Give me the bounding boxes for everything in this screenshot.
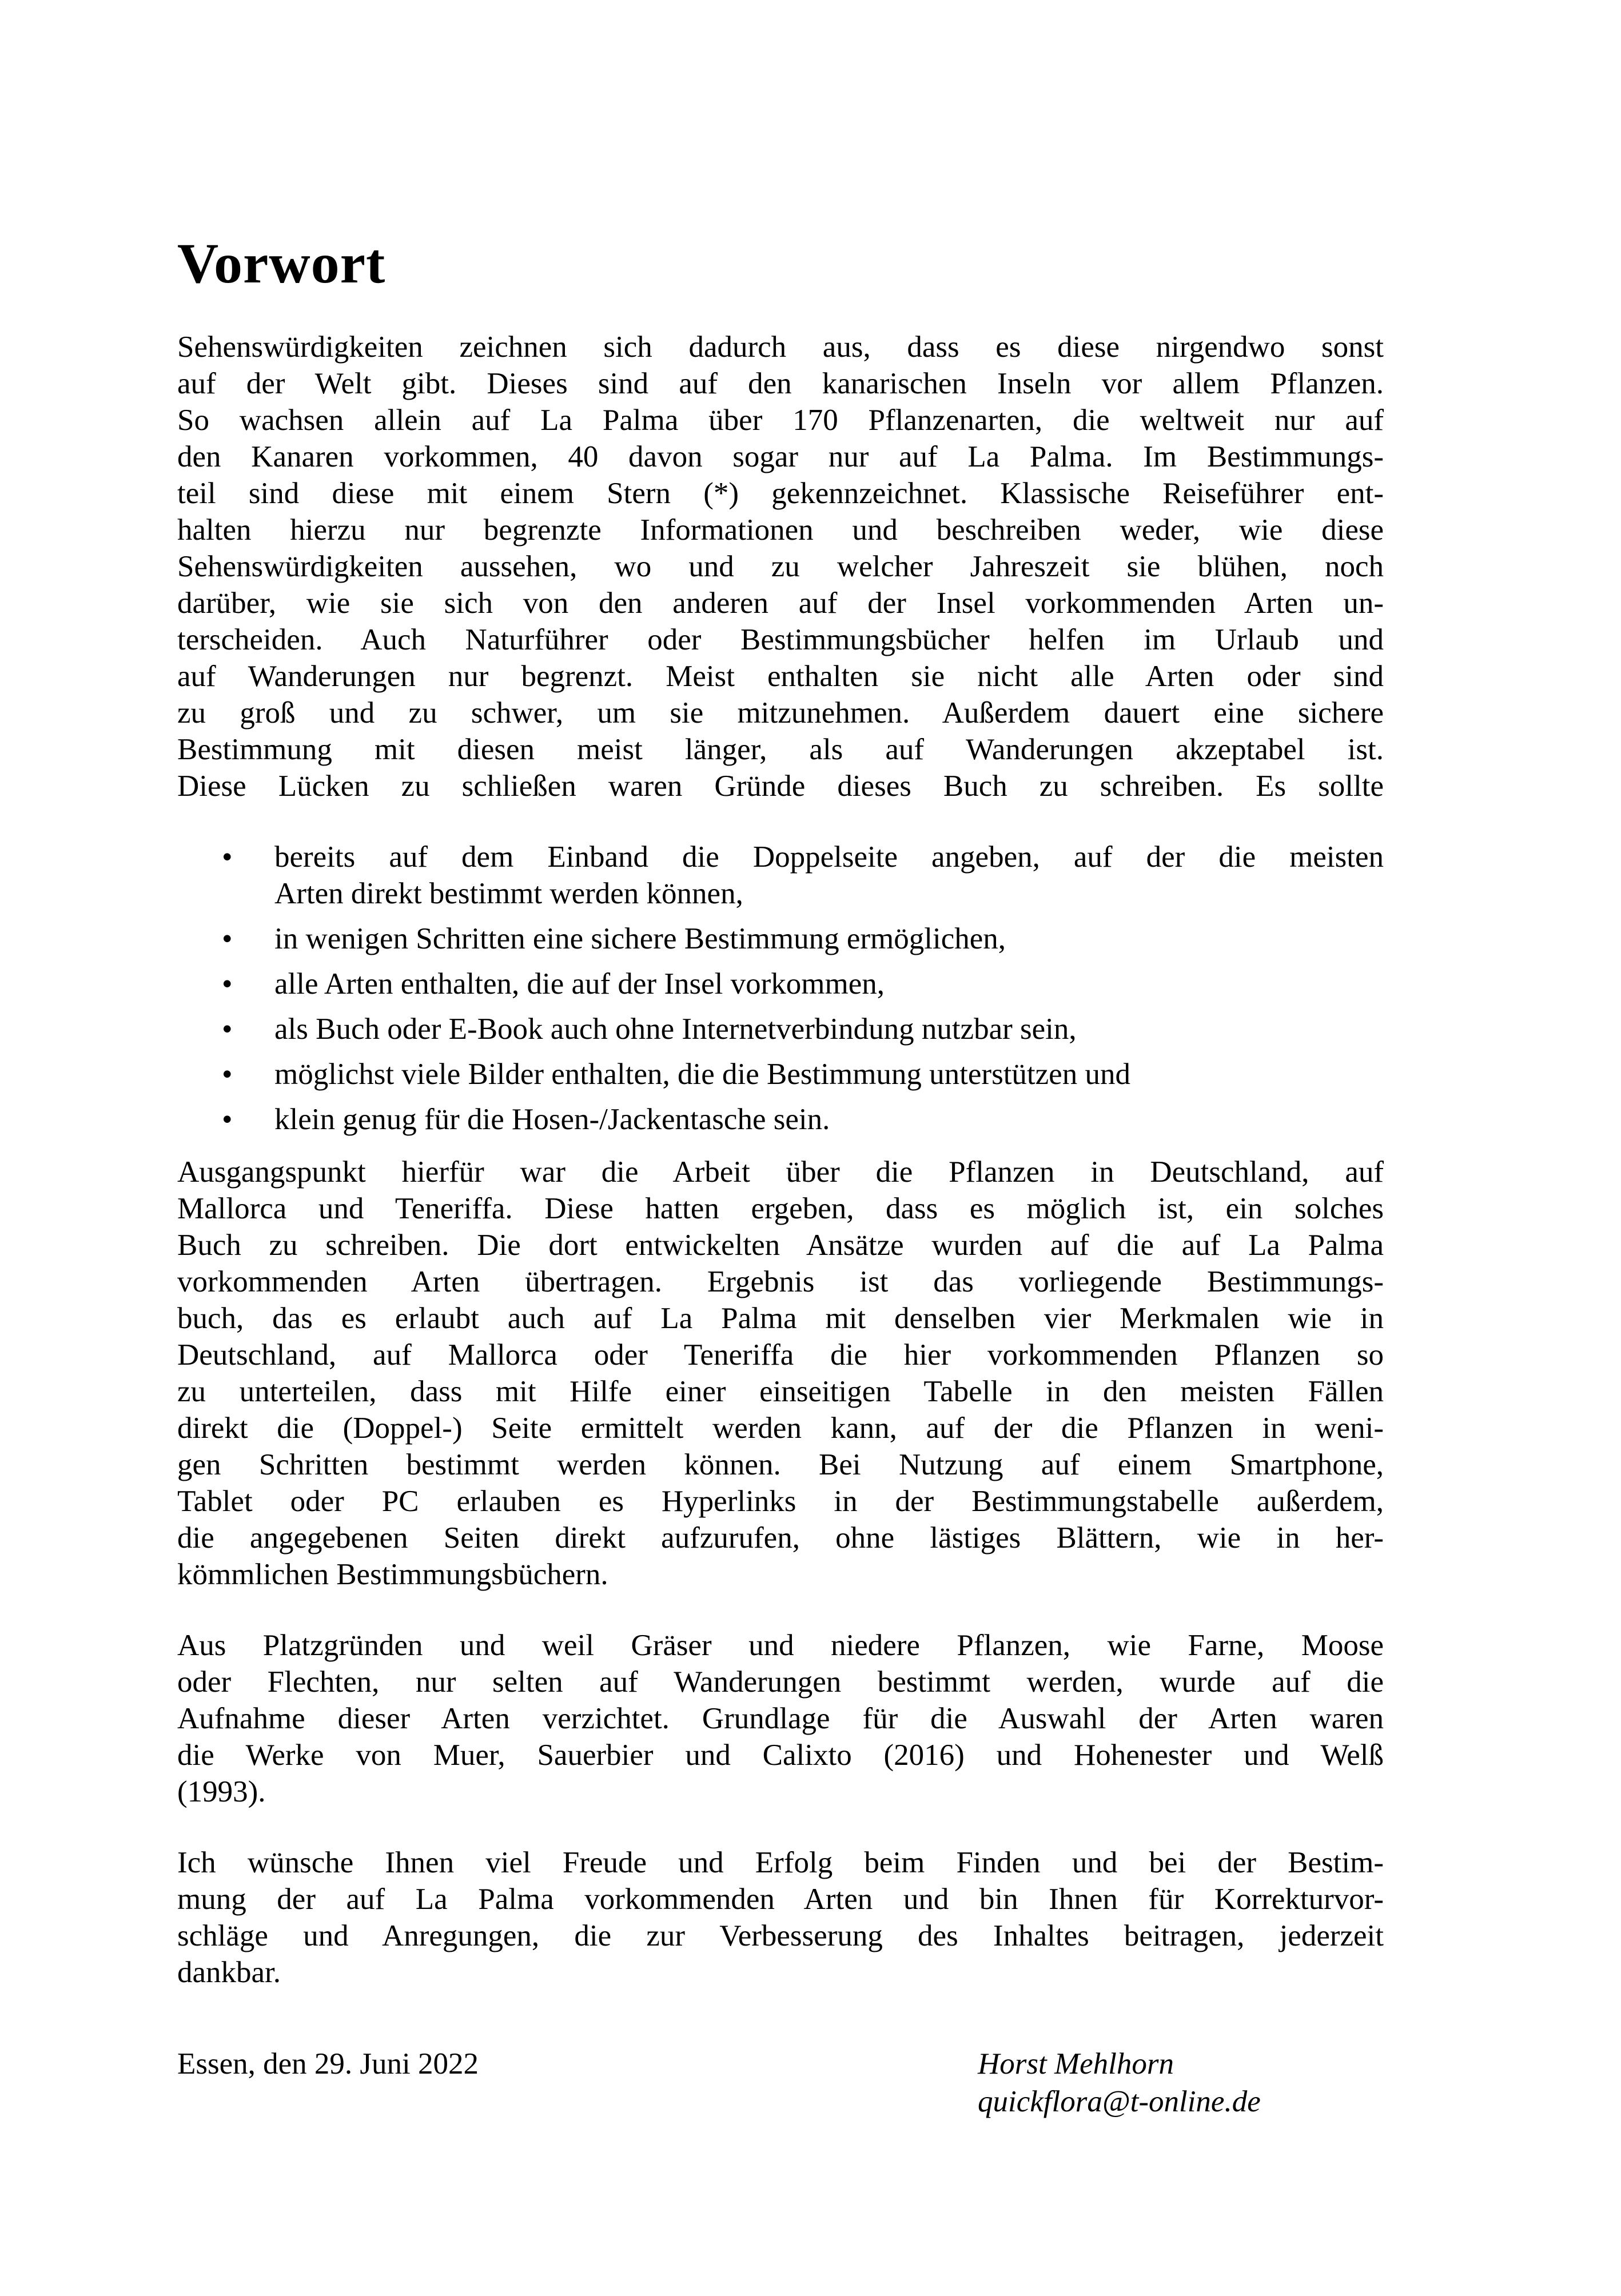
text-line: oder Flechten, nur selten auf Wanderungen bestimmt werden, wurde auf die bbox=[177, 1665, 1384, 1699]
text-line: Mallorca und Teneriffa. Diese hatten ergeben, dass es möglich ist, ein solches bbox=[177, 1192, 1384, 1225]
text-line: als Buch oder E-Book auch ohne Internetverbindung nutzbar sein, bbox=[274, 1013, 1077, 1046]
bullet-item bbox=[177, 839, 1384, 912]
text-line: Aufnahme dieser Arten verzichtet. Grundlage für die Auswahl der Arten waren bbox=[177, 1702, 1384, 1735]
text-line: halten hierzu nur begrenzte Informationen und beschreiben weder, wie diese bbox=[177, 513, 1384, 547]
page-title: Vorwort bbox=[177, 232, 386, 295]
page-content bbox=[177, 232, 1384, 2136]
paragraph bbox=[177, 329, 1384, 804]
text-line: gen Schritten bestimmt werden können. Bei Nutzung auf einem Smartphone, bbox=[177, 1448, 1384, 1481]
bullet-icon: • bbox=[222, 1058, 233, 1091]
text-line: Tablet oder PC erlauben es Hyperlinks in der Bestimmungstabelle außerdem, bbox=[177, 1485, 1384, 1518]
text-line: kömmlichen Bestimmungsbüchern. bbox=[177, 1558, 608, 1591]
text-line: So wachsen allein auf La Palma über 170 Pflanzenarten, die weltweit nur auf bbox=[177, 404, 1384, 437]
text-line: (1993). bbox=[177, 1775, 266, 1808]
text-line: Sehenswürdigkeiten aussehen, wo und zu welcher Jahreszeit sie blühen, noch bbox=[177, 550, 1384, 583]
bullet-text bbox=[274, 966, 1384, 1002]
bullet-item bbox=[177, 1011, 1384, 1047]
bullet-icon: • bbox=[222, 1103, 233, 1136]
text-line: auf Wanderungen nur begrenzt. Meist enthalten sie nicht alle Arten oder sind bbox=[177, 660, 1384, 693]
bullet-text bbox=[274, 1056, 1384, 1093]
text-line: Diese Lücken zu schließen waren Gründe dieses Buch zu schreiben. Es sollte bbox=[177, 770, 1384, 803]
bullet-item bbox=[177, 966, 1384, 1002]
paragraph bbox=[177, 1154, 1384, 1593]
bullet-icon: • bbox=[222, 967, 233, 1000]
text-line: klein genug für die Hosen-/Jackentasche sein. bbox=[274, 1103, 830, 1136]
text-line: Sehenswürdigkeiten zeichnen sich dadurch aus, dass es diese nirgendwo sonst bbox=[177, 330, 1384, 364]
bullet-icon: • bbox=[222, 922, 233, 955]
text-line: Buch zu schreiben. Die dort entwickelten Ansätze wurden auf die auf La Palma bbox=[177, 1229, 1384, 1262]
text-line: buch, das es erlaubt auch auf La Palma mit denselben vier Merkmalen wie in bbox=[177, 1302, 1384, 1335]
place-date: Essen, den 29. Juni 2022 bbox=[177, 2047, 479, 2080]
text-line: mung der auf La Palma vorkommenden Arten und bin Ihnen für Korrekturvor- bbox=[177, 1883, 1384, 1916]
text-line: auf der Welt gibt. Dieses sind auf den kanarischen Inseln vor allem Pflanzen. bbox=[177, 367, 1384, 400]
footer bbox=[177, 2045, 1384, 2136]
text-line: Bestimmung mit diesen meist länger, als auf Wanderungen akzeptabel ist. bbox=[177, 733, 1384, 766]
text-line: teil sind diese mit einem Stern (*) gekennzeichnet. Klassische Reiseführer ent- bbox=[177, 477, 1384, 510]
text-line: die angegebenen Seiten direkt aufzurufen, ohne lästiges Blättern, wie in her- bbox=[177, 1521, 1384, 1554]
text-line: bereits auf dem Einband die Doppelseite angeben, auf der die meisten bbox=[274, 840, 1384, 874]
text-line: dankbar. bbox=[177, 1956, 281, 1989]
document-body bbox=[177, 329, 1384, 1991]
paragraph bbox=[177, 1844, 1384, 1991]
text-line: schläge und Anregungen, die zur Verbesserung des Inhaltes beitragen, jederzeit bbox=[177, 1919, 1384, 1952]
text-line: zu groß und zu schwer, um sie mitzunehmen. Außerdem dauert eine sichere bbox=[177, 696, 1384, 730]
text-line: Ich wünsche Ihnen viel Freude und Erfolg beim Finden und bei der Bestim- bbox=[177, 1846, 1384, 1879]
text-line: Aus Platzgründen und weil Gräser und niedere Pflanzen, wie Farne, Moose bbox=[177, 1629, 1384, 1662]
text-line: Deutschland, auf Mallorca oder Teneriffa die hier vorkommenden Pflanzen so bbox=[177, 1338, 1384, 1372]
signature-block bbox=[978, 2045, 1261, 2120]
text-line: möglichst viele Bilder enthalten, die die Bestimmung unterstützen und bbox=[274, 1058, 1130, 1091]
text-line: Arten direkt bestimmt werden können, bbox=[274, 877, 743, 910]
author-name: Horst Mehlhorn bbox=[978, 2047, 1174, 2080]
text-line: den Kanaren vorkommen, 40 davon sogar nur auf La Palma. Im Bestimmungs- bbox=[177, 440, 1384, 473]
text-line: in wenigen Schritten eine sichere Bestimmung ermöglichen, bbox=[274, 922, 1006, 955]
paragraph bbox=[177, 1627, 1384, 1810]
bullet-icon: • bbox=[222, 1013, 233, 1046]
text-line: darüber, wie sie sich von den anderen auf der Insel vorkommenden Arten un- bbox=[177, 587, 1384, 620]
bullet-list bbox=[177, 839, 1384, 1138]
text-line: direkt die (Doppel-) Seite ermittelt werden kann, auf der die Pflanzen in weni- bbox=[177, 1412, 1384, 1445]
text-line: vorkommenden Arten übertragen. Ergebnis ist das vorliegende Bestimmungs- bbox=[177, 1265, 1384, 1298]
bullet-text bbox=[274, 1011, 1384, 1047]
bullet-icon: • bbox=[222, 840, 233, 874]
bullet-item bbox=[177, 1101, 1384, 1138]
bullet-item bbox=[177, 1056, 1384, 1093]
author-email: quickflora@t-online.de bbox=[978, 2085, 1261, 2118]
text-line: die Werke von Muer, Sauerbier und Calixto (2016) und Hohenester und Welß bbox=[177, 1739, 1384, 1772]
text-line: zu unterteilen, dass mit Hilfe einer einseitigen Tabelle in den meisten Fällen bbox=[177, 1375, 1384, 1408]
bullet-item bbox=[177, 920, 1384, 957]
bullet-text bbox=[274, 920, 1384, 957]
bullet-text bbox=[274, 839, 1384, 912]
text-line: terscheiden. Auch Naturführer oder Bestimmungsbücher helfen im Urlaub und bbox=[177, 623, 1384, 656]
bullet-text bbox=[274, 1101, 1384, 1138]
text-line: Ausgangspunkt hierfür war die Arbeit über die Pflanzen in Deutschland, auf bbox=[177, 1155, 1384, 1189]
text-line: alle Arten enthalten, die auf der Insel vorkommen, bbox=[274, 967, 885, 1000]
